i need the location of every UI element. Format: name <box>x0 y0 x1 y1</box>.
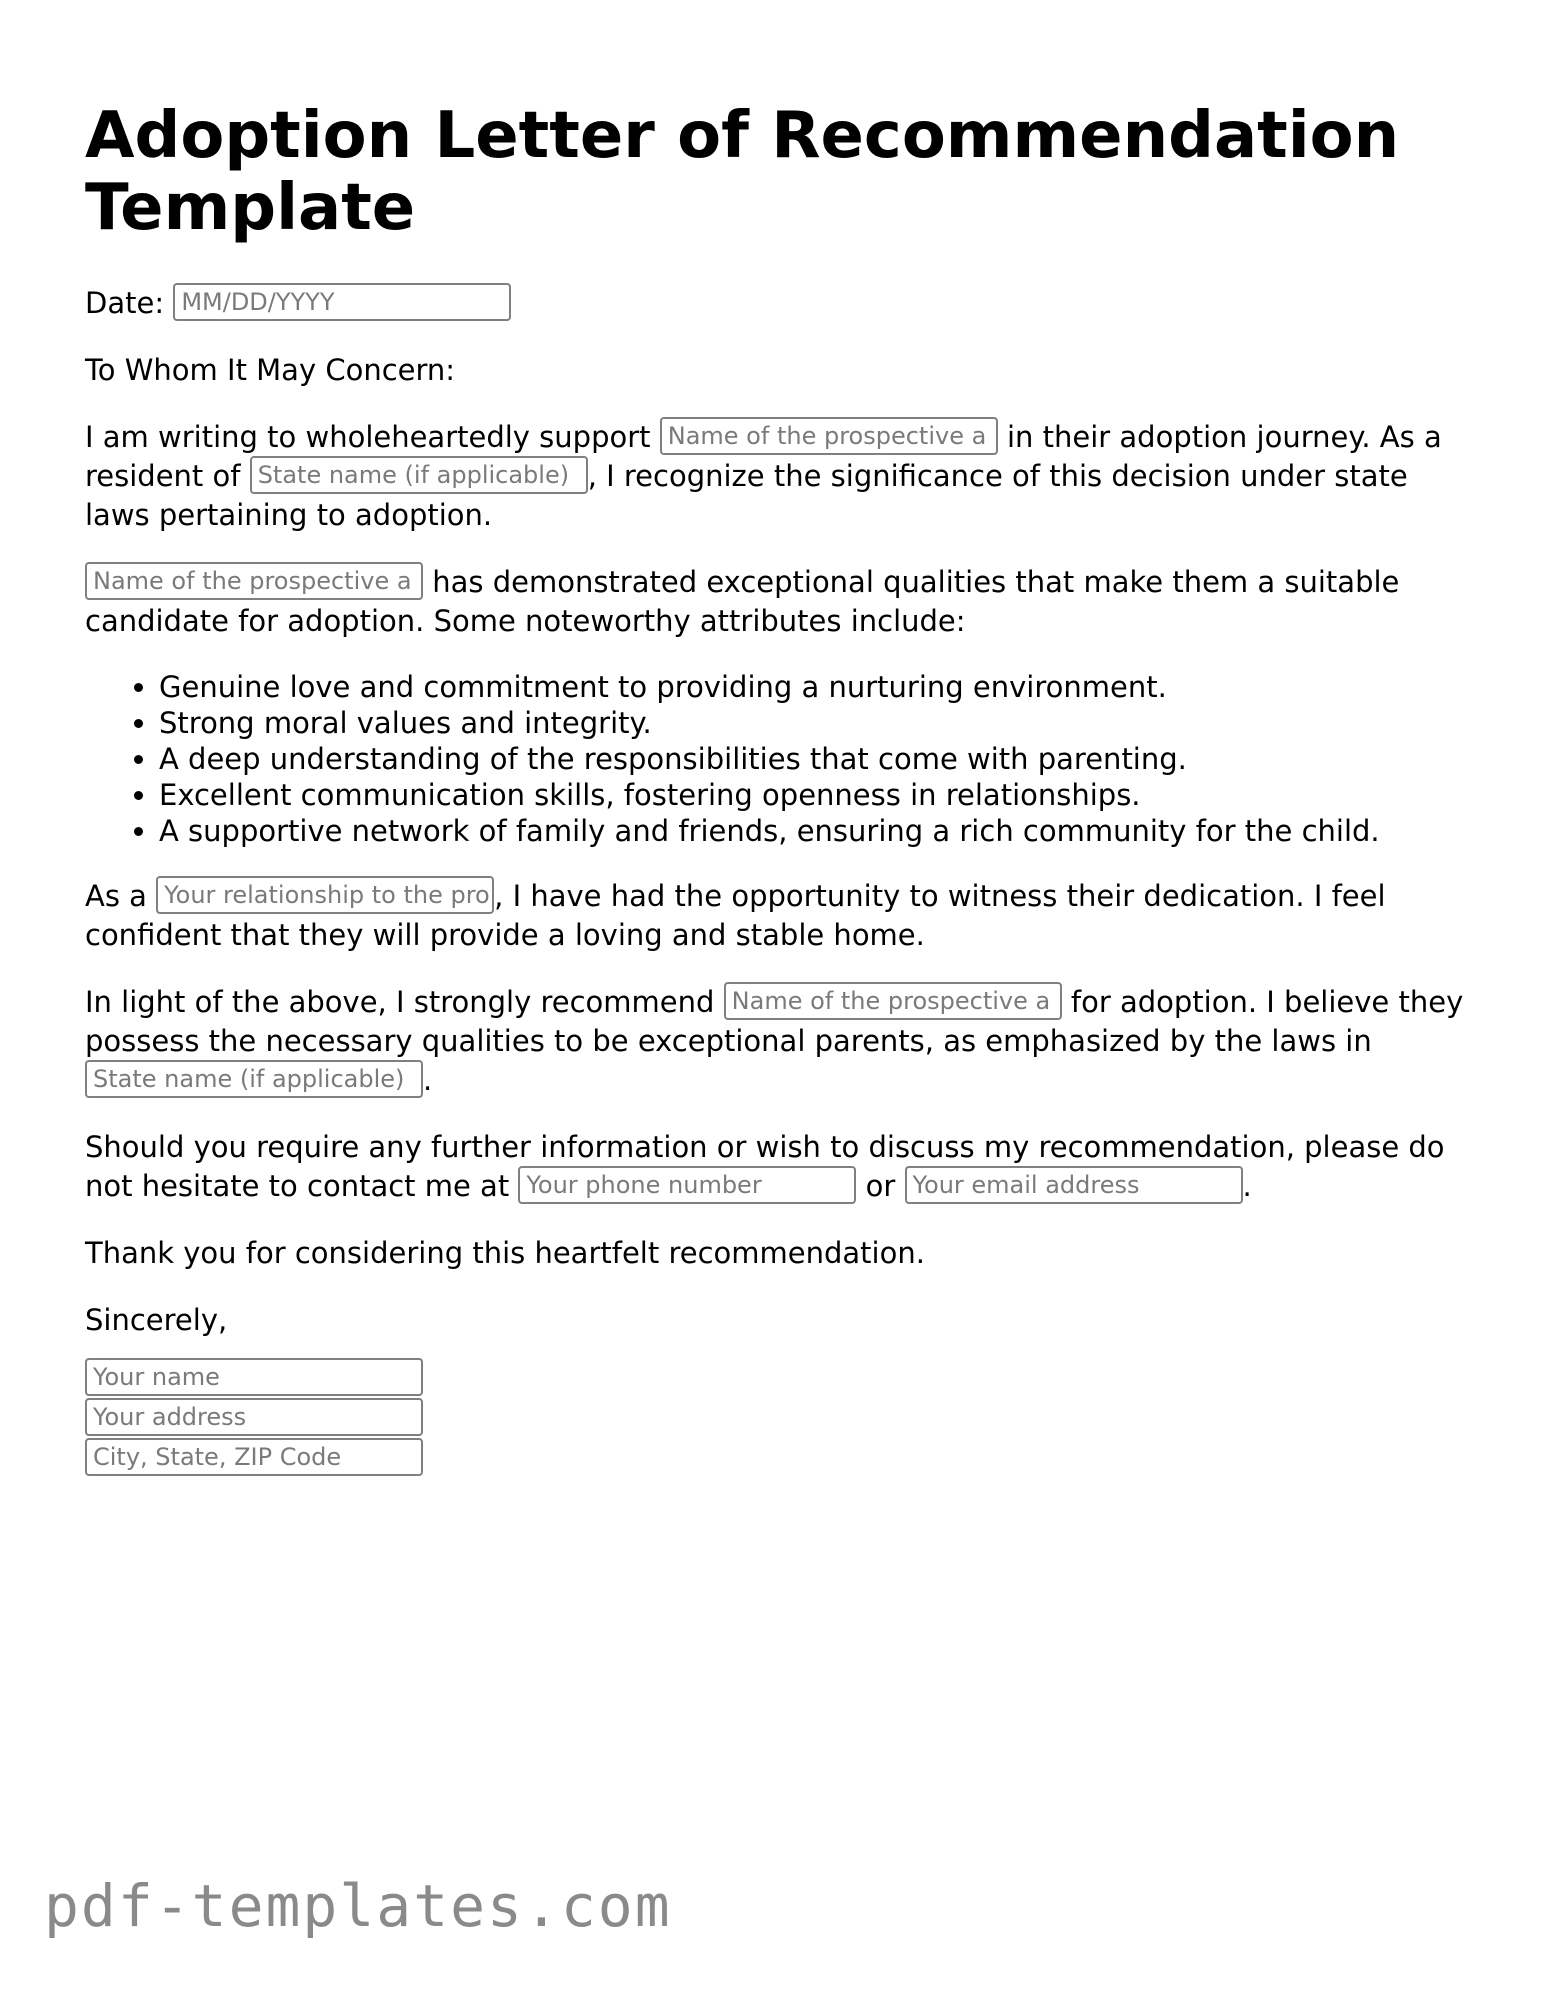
list-item: • A deep understanding of the responsibilities that come with parenting. <box>159 741 1465 777</box>
watermark: pdf-templates.com <box>44 1872 672 1940</box>
para4-text-2: for adoption. I believe they possess the necessary qualities to be exceptional parents, as emphasized by the laws in <box>85 985 1464 1058</box>
your-address-input[interactable]: Your address <box>85 1398 423 1436</box>
prospective-name-input-3[interactable]: Name of the prospective a <box>724 982 1062 1020</box>
date-line <box>85 284 1465 323</box>
paragraph-relationship <box>85 877 1465 955</box>
signoff: Sincerely, <box>85 1303 228 1337</box>
signature-block <box>85 1358 1465 1476</box>
para4-text-1: In light of the above, I strongly recommend <box>85 985 715 1019</box>
prospective-name-input[interactable]: Name of the prospective a <box>660 417 998 455</box>
phone-input[interactable]: Your phone number <box>518 1166 856 1204</box>
para5-text-3: . <box>1242 1169 1252 1203</box>
salutation: To Whom It May Concern: <box>85 353 456 387</box>
para1-text-3: , I recognize the significance of this decision under state laws pertaining to adoption. <box>85 459 1408 532</box>
attributes-list <box>85 669 1465 849</box>
para5-text-2: or <box>865 1169 896 1203</box>
state-name-input[interactable]: State name (if applicable) <box>250 456 588 494</box>
paragraph-qualities <box>85 563 1465 641</box>
relationship-input[interactable]: Your relationship to the pro <box>156 876 494 914</box>
para5-text-1: Should you require any further information or wish to discuss my recommendation, please do not hesitate to contact me at <box>85 1130 1445 1203</box>
paragraph-contact <box>85 1128 1465 1206</box>
paragraph-recommend <box>85 983 1465 1100</box>
para3-text-1: As a <box>85 879 147 913</box>
para1-text-1: I am writing to wholeheartedly support <box>85 420 651 454</box>
paragraph-support <box>85 418 1465 535</box>
date-label: Date: <box>85 286 165 320</box>
para3-text-2: , I have had the opportunity to witness their dedication. I feel confident that they will provide a loving and stable home. <box>85 879 1386 952</box>
list-item: • Strong moral values and integrity. <box>159 705 1465 741</box>
list-item: • Excellent communication skills, fostering openness in relationships. <box>159 777 1465 813</box>
page-title: Adoption Letter of Recommendation Template <box>85 99 1400 245</box>
letter-page <box>85 100 1465 1478</box>
para2-text-1: has demonstrated exceptional qualities that make them a suitable candidate for adoption. Some noteworthy attributes include: <box>85 565 1400 638</box>
list-item: • A supportive network of family and friends, ensuring a rich community for the child. <box>159 813 1465 849</box>
list-item: • Genuine love and commitment to providing a nurturing environment. <box>159 669 1465 705</box>
para4-text-3: . <box>423 1063 433 1097</box>
city-state-zip-input[interactable]: City, State, ZIP Code <box>85 1438 423 1476</box>
email-input[interactable]: Your email address <box>905 1166 1243 1204</box>
date-input[interactable]: MM/DD/YYYY <box>173 283 511 321</box>
your-name-input[interactable]: Your name <box>85 1358 423 1396</box>
state-name-input-2[interactable]: State name (if applicable) <box>85 1060 423 1098</box>
prospective-name-input-2[interactable]: Name of the prospective a <box>85 562 423 600</box>
closing-thanks: Thank you for considering this heartfelt recommendation. <box>85 1236 925 1270</box>
para1-text-2: in their adoption journey. As a resident of <box>85 420 1442 493</box>
